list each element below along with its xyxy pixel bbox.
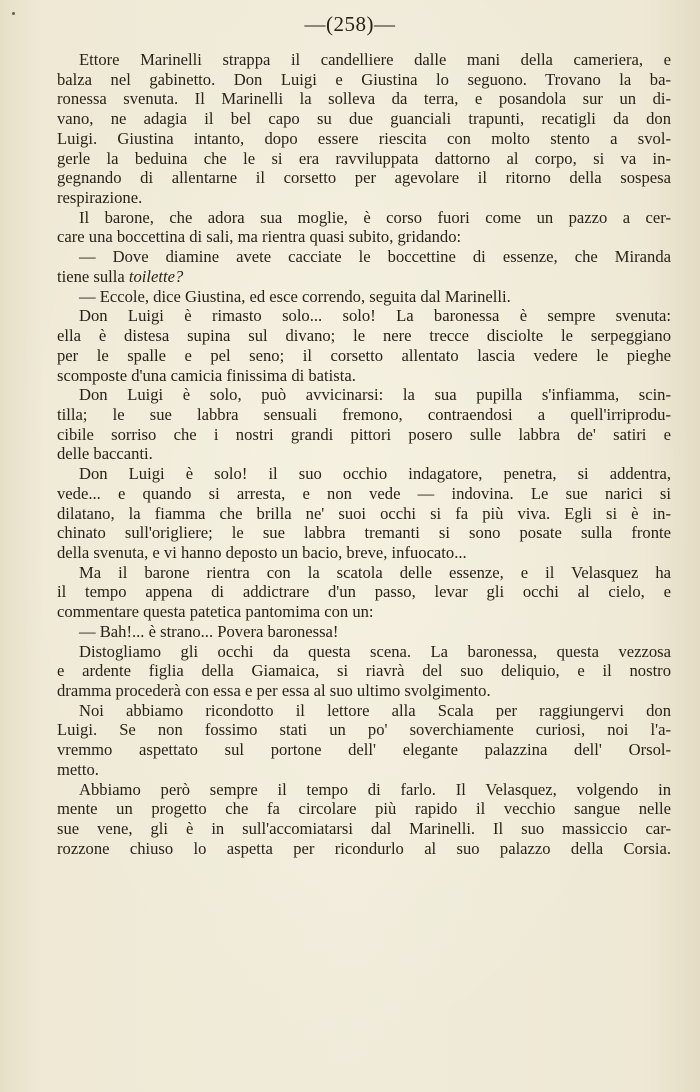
text-line-content: — Bah!... è strano... Povera baronessa! [79, 621, 339, 641]
text-line [57, 681, 671, 701]
text-line-content: — Eccole, dice Giustina, ed esce correndo, seguita dal Marinelli. [79, 286, 511, 306]
text-line-content: per le spalle e pel seno; il corsetto allentato lascia vedere le pieghe [57, 345, 671, 365]
text-line-content: dramma procederà con essa e per essa al suo ultimo svolgimento. [57, 681, 491, 700]
text-line-content: e ardente figlia della Giamaica, si riavrà del suo deliquio, e il nostro [57, 661, 671, 681]
text-line-content: cibile sorriso che i nostri grandi pittori posero sulle labbra de' satiri e [57, 424, 671, 444]
text-line-content: Don Luigi è rimasto solo... solo! La baronessa è sempre svenuta: [79, 306, 671, 326]
text-line [57, 740, 671, 760]
text-line [57, 720, 671, 740]
text-line-content: commentare questa patetica pantomima con un: [57, 602, 374, 622]
text-line-content: tiene sulla [57, 266, 129, 286]
text-line [57, 484, 671, 504]
text-line [57, 70, 671, 90]
text-line [57, 444, 671, 464]
text-line [57, 326, 671, 346]
text-line [57, 247, 671, 267]
text-line-content: della svenuta, e vi hanno deposto un bacio, breve, infuocato... [57, 542, 467, 562]
text-line [57, 701, 671, 721]
text-line-content: chinato sull'origliere; le sue labbra tremanti si sono posate sulla fronte [57, 523, 671, 543]
text-line-content: Don Luigi è solo! il suo occhio indagatore, penetra, si addentra, [79, 464, 671, 484]
text-line-content: gegnando di allentarne il corsetto per agevolare il ritorno della sospesa [57, 168, 671, 188]
text-line-content: scomposte d'una camicia finissima di batista. [57, 365, 356, 385]
text-line-content: Luigi. Giustina intanto, dopo essere riescita con molto stento a svol- [57, 128, 671, 148]
text-line-content: care una boccettina di sali, ma rientra quasi subito, gridando: [57, 227, 462, 247]
text-line [57, 385, 671, 405]
text-line [57, 819, 671, 839]
text-line [57, 839, 671, 859]
text-line-content: Il barone, che adora sua moglie, è corso fuori come un pazzo a cer- [79, 207, 671, 227]
text-line [57, 346, 671, 366]
text-line [57, 425, 671, 445]
text-line-content: — Dove diamine avete cacciate le boccettine di essenze, che Miranda [79, 247, 671, 267]
text-line-content: dilatano, la fiamma che brilla ne' suoi occhi si fa più viva. Egli si è in- [57, 503, 671, 523]
text-line [57, 149, 671, 169]
text-line [57, 405, 671, 425]
text-line-content: delle baccanti. [57, 444, 153, 464]
body-text [57, 50, 671, 858]
text-line-content: Distogliamo gli occhi da questa scena. La baronessa, questa vezzosa [79, 641, 671, 661]
text-line [57, 188, 671, 208]
text-line-content: sue vene, gli è in sull'accomiatarsi dal Marinelli. Il suo massiccio car- [57, 819, 671, 839]
text-line-content: Don Luigi è solo, può avvicinarsi: la sua pupilla s'infiamma, scin- [79, 385, 671, 405]
text-line-content: metto. [57, 759, 99, 779]
text-line-content: respirazione. [57, 188, 143, 208]
text-line-content: Noi abbiamo ricondotto il lettore alla Scala per raggiungervi don [79, 700, 671, 720]
text-line-content: ronessa svenuta. Il Marinelli la solleva da terra, e posandola sur un di- [57, 89, 671, 109]
text-line [57, 287, 671, 307]
text-line [57, 642, 671, 662]
text-line-content: ella è distesa supina sul divano; le nere trecce disciolte le serpeggiano [57, 326, 671, 346]
text-line [57, 306, 671, 326]
text-line [57, 622, 671, 642]
text-line-content: vano, ne adagia il bel capo su due guanciali trapunti, recatigli da don [57, 109, 671, 129]
text-line-content: Ettore Marinelli strappa il candelliere dalle mani della cameriera, e [79, 50, 671, 69]
text-line [57, 523, 671, 543]
text-line [57, 208, 671, 228]
text-line-content: Ma il barone rientra con la scatola delle essenze, e il Velasquez ha [79, 562, 671, 582]
text-line [57, 89, 671, 109]
text-line-content: Abbiamo però sempre il tempo di farlo. Il Velasquez, volgendo in [79, 779, 671, 799]
text-line [57, 799, 671, 819]
text-line [57, 227, 671, 247]
text-line [57, 129, 671, 149]
text-line [57, 109, 671, 129]
text-line-content: vede... e quando si arresta, e non vede — indovina. Le sue narici si [57, 483, 671, 503]
text-line [57, 543, 671, 563]
text-line-content: balza nel gabinetto. Don Luigi e Giustina lo seguono. Trovano la ba- [57, 69, 671, 89]
text-line [57, 504, 671, 524]
text-line [57, 366, 671, 386]
text-line [57, 168, 671, 188]
text-line [57, 582, 671, 602]
text-line-content: Luigi. Se non fossimo stati un po' soverchiamente curiosi, noi l'a- [57, 720, 671, 740]
text-line [57, 661, 671, 681]
text-line [57, 602, 671, 622]
page-number: —(258)— [304, 12, 396, 36]
text-line [57, 50, 671, 70]
text-line-content: tilla; le sue labbra sensuali fremono, contraendosi a quell'irriprodu- [57, 404, 671, 424]
text-line [57, 464, 671, 484]
text-line-content: rozzone chiuso lo aspetta per ricondurlo al suo palazzo della Corsia. [57, 838, 671, 858]
text-line [57, 780, 671, 800]
text-line-content: mente un progetto che fa circolare più rapido il vecchio sangue nelle [57, 799, 671, 819]
text-line-content: gerle la beduina che le si era ravviluppata dattorno al corpo, si va in- [57, 148, 671, 168]
text-line [57, 267, 671, 287]
text-line-content: il tempo appena di addictrare d'un passo, levar gli occhi al cielo, e [57, 582, 671, 602]
text-line [57, 563, 671, 583]
italic-word: toilette? [128, 266, 184, 286]
text-line-content: vremmo aspettato sul portone dell' elegante palazzina dell' Orsol- [57, 740, 671, 760]
text-line [57, 760, 671, 780]
